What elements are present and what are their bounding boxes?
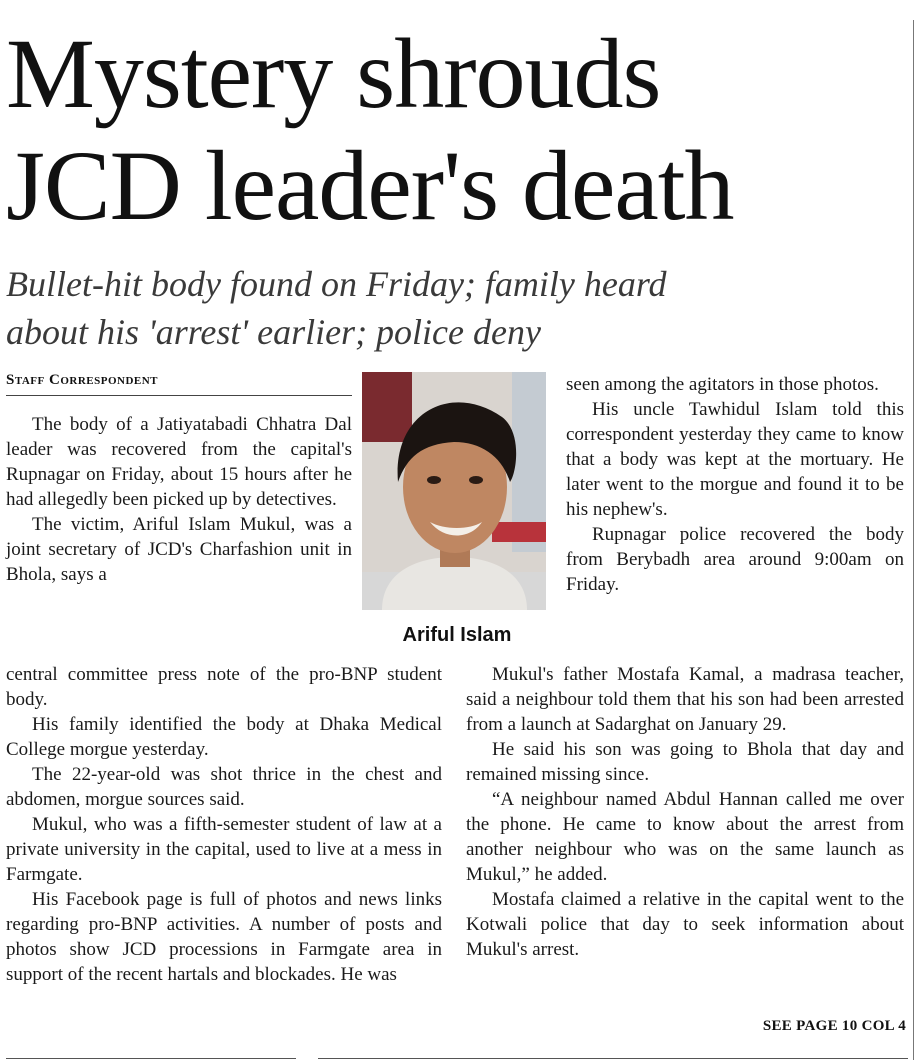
- paragraph: Mostafa claimed a relative in the capital went to the Kotwali police that day to seek information about Mukul's arrest.: [466, 889, 904, 960]
- portrait-photo: [362, 372, 546, 610]
- subheadline: [6, 260, 906, 356]
- subheadline-line-1: Bullet-hit body found on Friday; family heard: [6, 264, 667, 304]
- subheadline-line-2: about his 'arrest' earlier; police deny: [6, 312, 541, 352]
- right-edge-divider: [913, 20, 914, 1060]
- photo-caption: Ariful Islam: [402, 624, 512, 646]
- paragraph: The body of a Jatiyatabadi Chhatra Dal leader was recovered from the capital's Rupnagar on Friday, about 15 hours after he had allegedly been picked up by detectives.: [6, 414, 352, 510]
- paragraph: seen among the agitators in those photos.: [566, 374, 879, 395]
- headline-line-2: JCD leader's death: [6, 130, 734, 241]
- bottom-divider-right: [318, 1058, 908, 1059]
- paragraph: “A neighbour named Abdul Hannan called me over the phone. He came to know about the arrest from another neighbour who was on the same launch as Mukul,” he added.: [466, 789, 904, 885]
- article-column-right-top: [566, 372, 904, 597]
- paragraph: Rupnagar police recovered the body from Berybadh area around 9:00am on Friday.: [566, 524, 904, 595]
- paragraph: His uncle Tawhidul Islam told this correspondent yesterday they came to know that a body was kept at the mortuary. He later went to the morgue and found it to be his nephew's.: [566, 399, 904, 520]
- paragraph: central committee press note of the pro-BNP student body.: [6, 664, 442, 710]
- paragraph: The 22-year-old was shot thrice in the chest and abdomen, morgue sources said.: [6, 764, 442, 810]
- byline-divider: [6, 395, 352, 396]
- headline: [6, 18, 906, 242]
- headline-line-1: Mystery shrouds: [6, 18, 661, 129]
- paragraph: Mukul, who was a fifth-semester student of law at a private university in the capital, used to live at a mess in Farmgate.: [6, 814, 442, 885]
- continuation-note: SEE PAGE 10 COL 4: [762, 1018, 906, 1034]
- portrait-image: [362, 372, 546, 610]
- paragraph: He said his son was going to Bhola that day and remained missing since.: [466, 739, 904, 785]
- bottom-divider-left: [6, 1058, 296, 1059]
- article-column-right-bottom: [466, 662, 904, 962]
- paragraph: The victim, Ariful Islam Mukul, was a joint secretary of JCD's Charfashion unit in Bhola, says a: [6, 514, 352, 585]
- article-column-left-bottom: [6, 662, 442, 987]
- paragraph: His family identified the body at Dhaka Medical College morgue yesterday.: [6, 714, 442, 760]
- paragraph: His Facebook page is full of photos and news links regarding pro-BNP activities. A number of posts and photos show JCD processions in Farmgate area in support of the recent hartals and blockades. He was: [6, 889, 442, 985]
- paragraph: Mukul's father Mostafa Kamal, a madrasa teacher, said a neighbour told them that his son had been arrested from a launch at Sadarghat on January 29.: [466, 664, 904, 735]
- article-column-left-top: [6, 412, 352, 587]
- byline: Staff Correspondent: [6, 372, 159, 388]
